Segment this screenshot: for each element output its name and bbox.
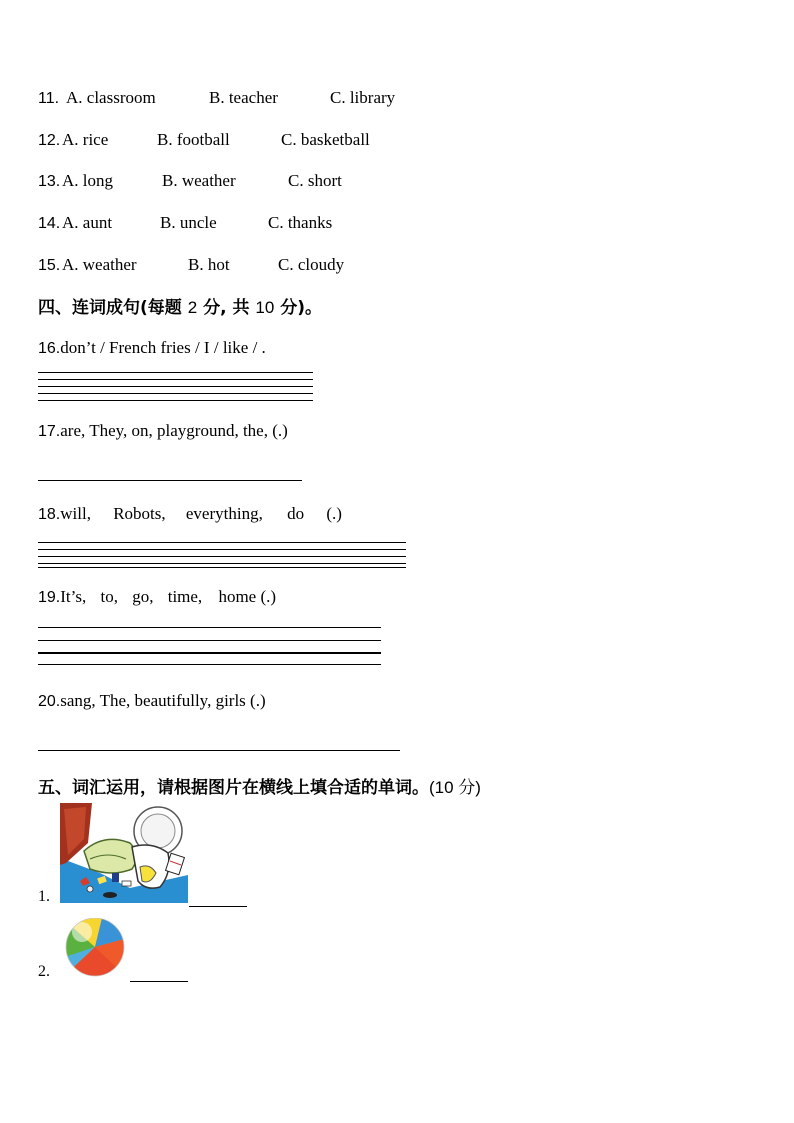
messy-room-image bbox=[60, 803, 188, 903]
answer-blank[interactable] bbox=[130, 981, 188, 982]
answer-line[interactable] bbox=[38, 627, 381, 628]
section-4-heading bbox=[38, 293, 322, 318]
section-4-total-prefix: 共 bbox=[232, 298, 250, 318]
question-number: 16. bbox=[38, 340, 61, 357]
question-number: 15. bbox=[38, 257, 61, 274]
answer-line[interactable] bbox=[38, 379, 313, 380]
choice-question-11 bbox=[38, 88, 396, 108]
option-b: B. uncle bbox=[160, 213, 217, 232]
answer-line[interactable] bbox=[38, 480, 302, 481]
option-c: C. thanks bbox=[268, 213, 333, 232]
choice-question-13 bbox=[38, 171, 342, 191]
option-c: C. library bbox=[330, 88, 396, 107]
beach-ball-image bbox=[62, 918, 128, 978]
answer-line[interactable] bbox=[38, 640, 381, 641]
answer-line[interactable] bbox=[38, 372, 313, 373]
word-chip: everything, bbox=[185, 504, 263, 523]
answer-line[interactable] bbox=[38, 400, 313, 401]
question-number: 20. bbox=[38, 693, 61, 710]
answer-line[interactable] bbox=[38, 750, 400, 751]
choice-question-12 bbox=[38, 130, 370, 150]
word-chip: Robots, bbox=[113, 504, 166, 523]
option-b: B. hot bbox=[188, 255, 230, 274]
option-c: C. short bbox=[288, 171, 342, 190]
option-a: A. rice bbox=[62, 130, 109, 149]
option-c: C. cloudy bbox=[278, 255, 345, 274]
section-4-unit: 分, bbox=[203, 298, 227, 318]
question-number: 18. bbox=[38, 506, 61, 523]
answer-line[interactable] bbox=[38, 386, 313, 387]
section-4-points-total: 10 bbox=[255, 298, 275, 317]
answer-line[interactable] bbox=[38, 556, 406, 557]
option-b: B. football bbox=[157, 130, 230, 149]
answer-line[interactable] bbox=[38, 563, 406, 564]
section-4-points-each: 2 bbox=[187, 298, 198, 317]
answer-blank[interactable] bbox=[189, 906, 247, 907]
sentence-question-17 bbox=[38, 421, 288, 441]
word-chip: go, bbox=[132, 587, 154, 606]
choice-question-15 bbox=[38, 255, 345, 275]
option-a: A. long bbox=[62, 171, 113, 190]
question-number: 11. bbox=[38, 90, 60, 107]
option-a: A. classroom bbox=[66, 88, 156, 107]
sentence-question-18 bbox=[38, 504, 342, 524]
question-text: sang, The, beautifully, girls (.) bbox=[60, 691, 266, 710]
question-number: 19. bbox=[38, 589, 61, 606]
question-text: don’t / French fries / I / like / . bbox=[60, 338, 266, 357]
section-4-title: 四、连词成句(每题 bbox=[38, 298, 182, 318]
answer-line[interactable] bbox=[38, 652, 381, 654]
option-b: B. teacher bbox=[209, 88, 278, 107]
word-chip: time, bbox=[167, 587, 203, 606]
question-number: 13. bbox=[38, 173, 61, 190]
sentence-question-19 bbox=[38, 587, 276, 607]
section-5-heading bbox=[38, 773, 481, 798]
answer-line[interactable] bbox=[38, 549, 406, 550]
sentence-question-20 bbox=[38, 691, 266, 711]
word-chip: (.) bbox=[326, 504, 342, 523]
answer-line[interactable] bbox=[38, 567, 406, 568]
word-chip: home (.) bbox=[218, 587, 277, 606]
option-a: A. aunt bbox=[62, 213, 113, 232]
answer-line[interactable] bbox=[38, 542, 406, 543]
sentence-question-16 bbox=[38, 338, 266, 358]
question-number: 12. bbox=[38, 132, 61, 149]
word-chip: do bbox=[287, 504, 305, 523]
word-chip: to, bbox=[100, 587, 118, 606]
question-text: are, They, on, playground, the, (.) bbox=[60, 421, 288, 440]
item-number: 1. bbox=[38, 888, 50, 905]
section-4-end: 分)。 bbox=[280, 298, 323, 318]
choice-question-14 bbox=[38, 213, 333, 233]
answer-line[interactable] bbox=[38, 393, 313, 394]
word-chip: It’s, bbox=[60, 587, 87, 606]
word-chip: will, bbox=[60, 504, 91, 523]
option-c: C. basketball bbox=[281, 130, 370, 149]
section-5-title: 五、词汇运用，请根据图片在横线上填合适的单词。 bbox=[38, 778, 429, 798]
answer-line[interactable] bbox=[38, 664, 381, 665]
section-5-points: (10 分) bbox=[429, 778, 481, 797]
question-number: 17. bbox=[38, 423, 61, 440]
option-b: B. weather bbox=[162, 171, 236, 190]
question-number: 14. bbox=[38, 215, 61, 232]
option-a: A. weather bbox=[62, 255, 137, 274]
item-number: 2. bbox=[38, 963, 50, 980]
